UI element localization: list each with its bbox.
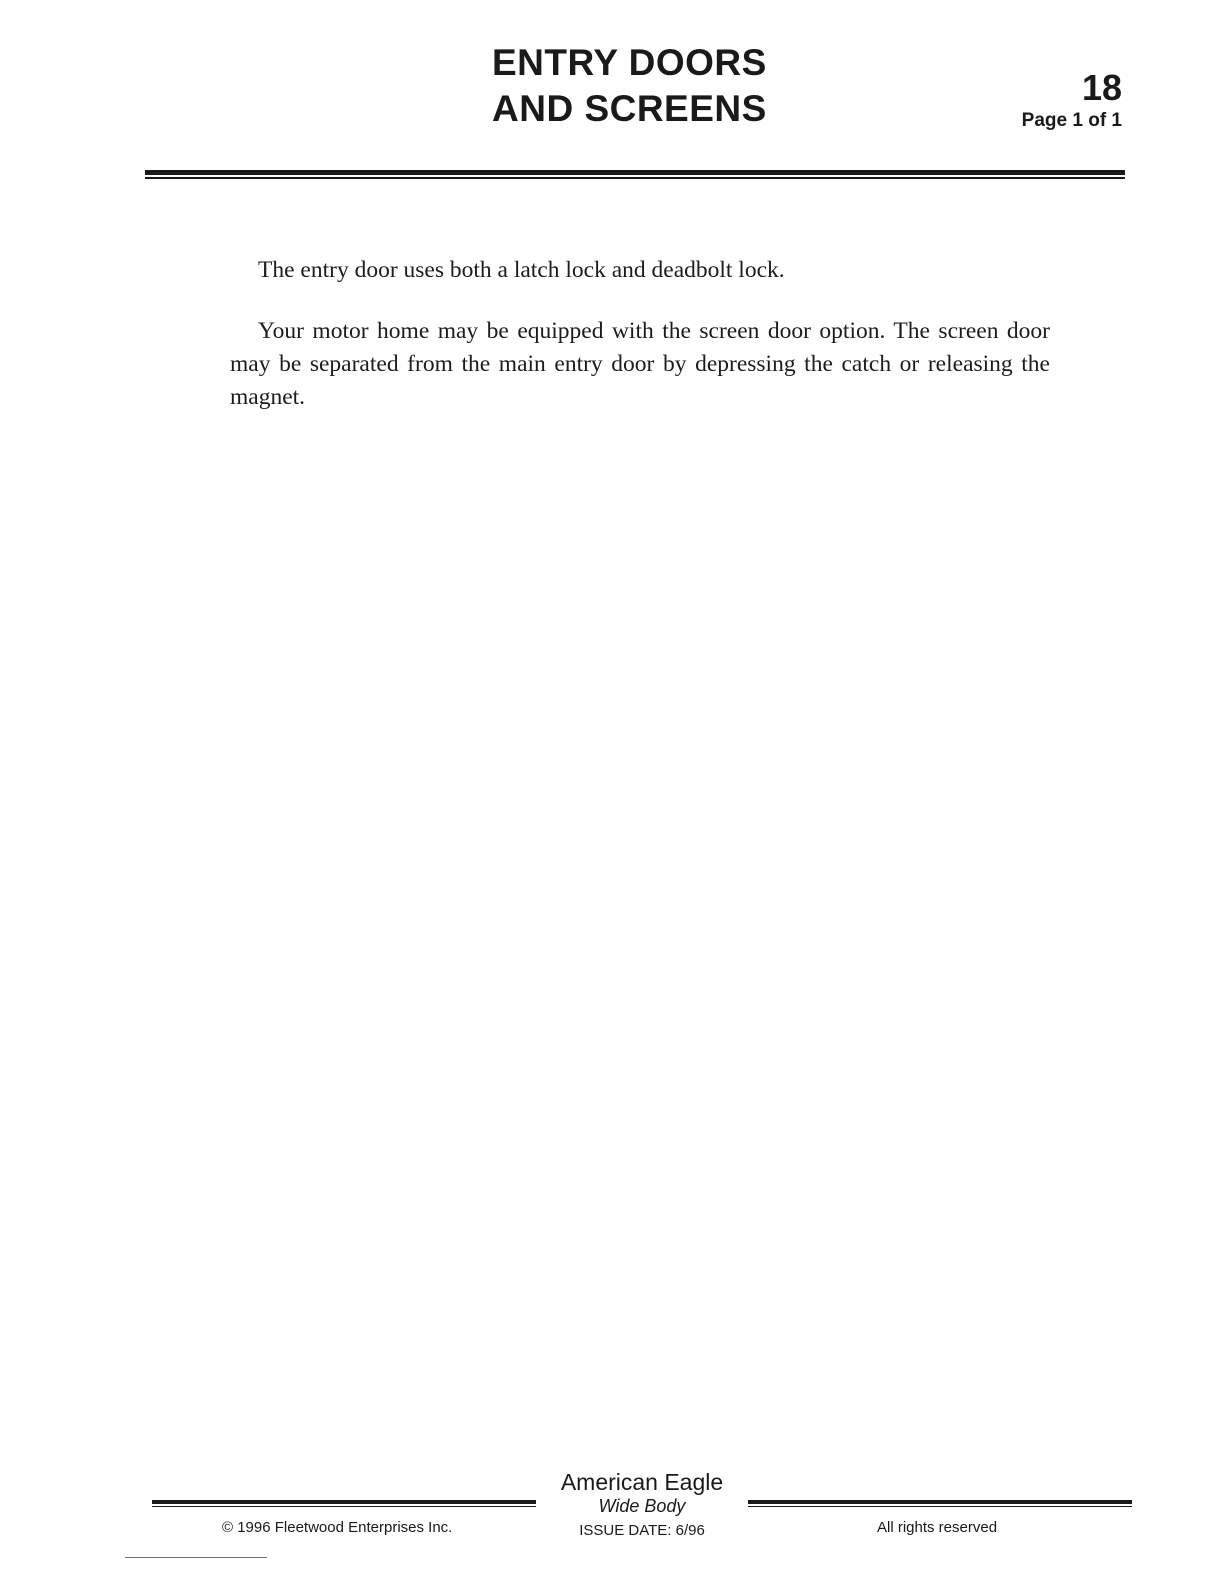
section-number: 18 xyxy=(1081,67,1122,108)
footer-divider-right-thin xyxy=(748,1506,1132,1507)
footer-divider-right xyxy=(748,1500,1132,1507)
scan-edge-mark xyxy=(125,1557,267,1558)
footer-divider-left xyxy=(152,1500,536,1507)
body-text xyxy=(230,254,1050,442)
footer-copyright: © 1996 Fleetwood Enterprises Inc. xyxy=(222,1519,453,1536)
footer-divider-right-thick xyxy=(748,1500,1132,1504)
footer-divider-left-thin xyxy=(152,1506,536,1507)
paragraph-locks: The entry door uses both a latch lock and deadbolt lock. xyxy=(258,257,785,283)
footer-issue-date: ISSUE DATE: 6/96 xyxy=(579,1522,705,1539)
footer-divider-left-thick xyxy=(152,1500,536,1504)
footer-product-subtitle: Wide Body xyxy=(598,1496,686,1516)
section-title-line-2: AND SCREENS xyxy=(492,88,767,129)
footer-rights: All rights reserved xyxy=(877,1519,998,1536)
page-indicator: Page 1 of 1 xyxy=(1021,110,1122,131)
footer-product-name: American Eagle xyxy=(560,1469,724,1495)
header-divider xyxy=(145,170,1125,180)
section-title-line-1: ENTRY DOORS xyxy=(492,42,767,83)
section-title xyxy=(492,40,767,132)
header-divider-thin xyxy=(145,177,1125,179)
paragraph-screen-door: Your motor home may be equipped with the screen door option. The screen door may be separated from the main entry door by depressing the catch or releasing the magnet. xyxy=(230,318,1050,410)
header-divider-thick xyxy=(145,170,1125,175)
